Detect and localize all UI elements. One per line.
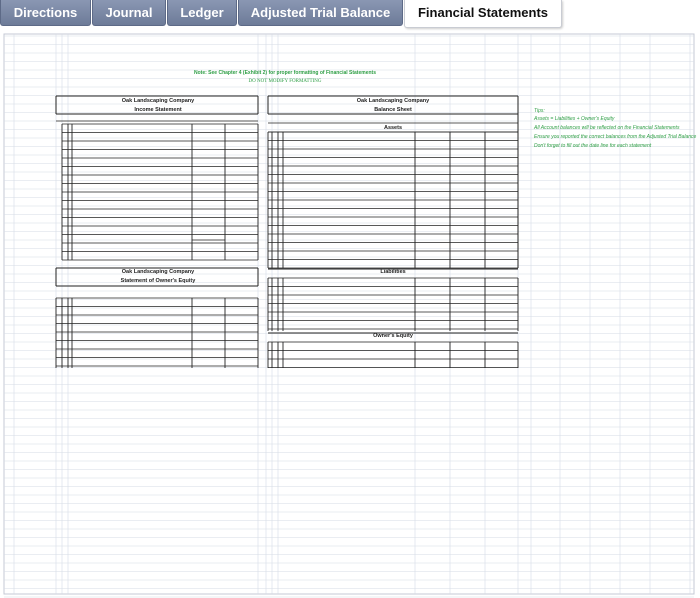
owners-equity-statement-company: Oak Landscaping Company <box>121 269 195 275</box>
balance-sheet-title: Balance Sheet <box>374 107 412 113</box>
liabilities-heading: Liabilities <box>380 269 406 275</box>
income-statement-title: Income Statement <box>134 107 182 113</box>
tab-adjusted-trial-balance[interactable]: Adjusted Trial Balance <box>238 0 403 26</box>
tip-line: Don't forget to fill out the date line for each statement <box>534 143 652 149</box>
grid-lines <box>0 28 700 598</box>
sheet-tab-bar <box>0 0 700 28</box>
spreadsheet-grid[interactable] <box>0 28 700 598</box>
tip-line: All Account balances will be reflected on the Financial Statements <box>534 125 680 131</box>
do-not-modify-note: DO NOT MODIFY FORMATTING <box>248 79 322 84</box>
balance-sheet-company: Oak Landscaping Company <box>356 98 430 104</box>
tab-journal[interactable]: Journal <box>92 0 166 26</box>
tips-heading: Tips: <box>534 108 545 114</box>
income-statement-company: Oak Landscaping Company <box>121 98 195 104</box>
assets-heading: Assets <box>383 125 403 131</box>
tab-ledger[interactable]: Ledger <box>167 0 237 26</box>
formatting-note: Note: See Chapter 4 (Exhibit 2) for proper formatting of Financial Statements <box>194 70 376 76</box>
tip-line: Ensure you reported the correct balances from the Adjusted Trial Balance <box>534 134 697 140</box>
owners-equity-heading: Owner's Equity <box>373 333 413 339</box>
tab-directions[interactable]: Directions <box>0 0 91 26</box>
tab-financial-statements[interactable]: Financial Statements <box>404 0 562 28</box>
tip-line: Assets = Liabilities + Owner's Equity <box>534 116 615 122</box>
owners-equity-statement-title: Statement of Owner's Equity <box>120 278 196 284</box>
